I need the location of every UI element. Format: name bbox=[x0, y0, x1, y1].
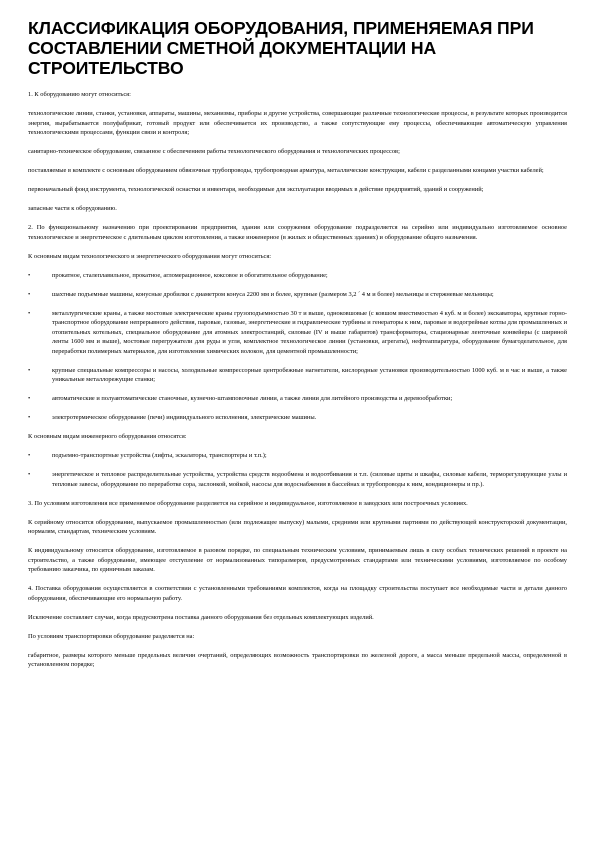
paragraph: К индивидуальному относится оборудование, изготовляемое в разовом порядке, по специальным техническим условиям, принимаемым лишь в силу особых технических решений в проекте на строительство, а также оборудование, имеющее отступление от нормализованных типоразмеров, предусмотренных стандартами или техническими условиями, изготовляемое по особому требованию заказчика, по единичным заказам. bbox=[28, 547, 567, 573]
paragraph: К основным видам технологического и энергетического оборудования могут относиться: bbox=[28, 252, 272, 260]
bullet-item bbox=[28, 470, 567, 489]
paragraph: 3. По условиям изготовления все применяемое оборудование разделяется на серийное и индивидуальное, изготовляемое в заводских или построечных условиях. bbox=[28, 499, 468, 507]
paragraph: 4. Поставка оборудования осуществляется в соответствии с установленными требованиями комплектов, когда на площадку строительства поступает все необходимые части и детали данного оборудования, обеспечивающие его нормальную работу. bbox=[28, 585, 567, 602]
bullet-text: крупные специальные компрессоры и насосы, холодильные компрессорные центробежные нагнетатели, кислородные установки производительностью 1000 куб. м в час и выше, а также уникальные металлорежущие станки; bbox=[52, 366, 567, 383]
bullet-item bbox=[28, 451, 567, 461]
bullet-mark: • bbox=[28, 471, 31, 478]
bullet-item bbox=[28, 290, 567, 300]
bullet-mark: • bbox=[28, 290, 31, 298]
bullet-mark: • bbox=[28, 414, 31, 421]
bullet-text: шахтные подъемные машины, конусные дробилки с диаметром конуса 2200 мм и более, крупные (размером 3,2 ´ 4 м и более) мельницы и стержневые мельницы; bbox=[52, 290, 494, 298]
bullet-text: энергетическое и тепловое распределительные устройства, устройства средств водообмена и водоотбивания и т.п. (силовые щиты и шкафы, силовые кабели, терморегулирующие узлы и тепловые завесы, оборудование по переработке сора, заслонкой, мойкой, насосы для водоснабжения в бассейнах и трубопроводы к ним, кондиционеры и пр.). bbox=[52, 471, 567, 488]
bullet-item bbox=[28, 309, 567, 357]
bullet-mark: • bbox=[28, 271, 31, 279]
bullet-text: автоматические и полуавтоматические станочные, кузнечно-штамповочные линии, а также линии для литейного производства и деревообработки; bbox=[52, 395, 453, 402]
paragraph: габаритное, размеры которого меньше предельных величин очертаний, определяющих возможность транспортировки по железной дороге, а масса меньше предельной массы, определенной в установленном порядке; bbox=[28, 651, 567, 668]
bullet-mark: • bbox=[28, 309, 31, 317]
bullet-text: металлургические краны, а также мостовые электрические краны грузоподъемностью 30 т и выше, одноковшовые (с ковшом вместимостью 4 куб. м и более) экскаваторы, крупные горно-транспортное оборудование непрерывного действия, паровые, газовые, энергетические и гидравлические турбины и генераторы к ним, паровые и водогрейные котлы для промышленных и отопительных котельных, специальное оборудование для атомных электростанций, силовые (IV и выше габаритов) трансформаторы, стационарные ленточные конвейеры (с шириной ленты 1600 мм и выше), мостовые перегружатели для руды и угля, комплектное технологическое линии (установки, агрегаты), нефтеаппаратура, оборудование бумагоделательное, для переработки полимерных материалов, для изготовления химических волокон, для цементной промышленности; bbox=[52, 309, 567, 355]
paragraph: Исключение составляет случаи, когда предусмотрена поставка данного оборудования без отдельных комплектующих изделий. bbox=[28, 613, 374, 621]
paragraph: запасные части к оборудованию. bbox=[28, 205, 117, 212]
bullet-item bbox=[28, 271, 567, 281]
bullet-item bbox=[28, 413, 567, 423]
paragraph: К серийному относится оборудование, выпускаемое промышленностью (или подлежащее выпуску) малыми, средними или крупными партиями по действующей конструкторской документации, нормалям, стандартам, техническим условиям. bbox=[28, 518, 567, 535]
bullet-mark: • bbox=[28, 395, 31, 402]
paragraph: санитарно-техническое оборудование, связанное с обеспечением работы технологического оборудования и технологических процессов; bbox=[28, 148, 400, 155]
bullet-item bbox=[28, 366, 567, 385]
bullet-item bbox=[28, 394, 567, 404]
document-body bbox=[28, 90, 567, 670]
bullet-text: прокатное, сталеплавильное, прокатное, агломерационное, коксовое и обогатительное оборудование; bbox=[52, 271, 328, 279]
paragraph: По условиям транспортировки оборудование разделяется на: bbox=[28, 632, 195, 640]
bullet-mark: • bbox=[28, 366, 31, 374]
paragraph: технологические линии, станки, установки, аппараты, машины, механизмы, приборы и другие устройства, совершающие различные технологические процессы, в результате которых производится энергия, вырабатывается полуфабрикат, готовый продукт или обеспечивается их производство, а также сопутствующие ему процессы, обеспечивающие автоматическую управления технологическими процессами, функции связи и контроля; bbox=[28, 110, 567, 136]
paragraph: 2. По функциональному назначению при проектировании предприятия, здания или сооружения оборудование подразделяется на серийно или индивидуально изготовляемое основное технологическое и энергетическое с длительным циклом изготовления, а также инженерное (в жилых и общественных зданиях) и оборудование общего назначения. bbox=[28, 224, 567, 241]
bullet-text: электротермическое оборудование (печи) индивидуального исполнения, электрические машины. bbox=[52, 414, 317, 421]
bullet-text: подъемно-транспортные устройства (лифты, эскалаторы, транспортеры и т.п.); bbox=[52, 452, 267, 459]
bullet-mark: • bbox=[28, 452, 31, 459]
document-title: КЛАССИФИКАЦИЯ ОБОРУДОВАНИЯ, ПРИМЕНЯЕМАЯ ПРИ СОСТАВЛЕНИИ СМЕТНОЙ ДОКУМЕНТАЦИИ НА СТРОИТЕЛЬСТВО bbox=[28, 18, 534, 78]
paragraph: К основным видам инженерного оборудования относятся: bbox=[28, 433, 187, 440]
paragraph: первоначальный фонд инструмента, технологической оснастки и инвентаря, необходимые для эксплуатации вводимых в действие предприятий, зданий и сооружений; bbox=[28, 186, 484, 193]
paragraph: 1. К оборудованию могут относиться: bbox=[28, 91, 131, 98]
paragraph: поставляемые в комплекте с основным оборудованием обвязочные трубопроводы, трубопроводная арматура, металлические конструкции, кабели с разделанными концами участки кабелей; bbox=[28, 167, 544, 174]
